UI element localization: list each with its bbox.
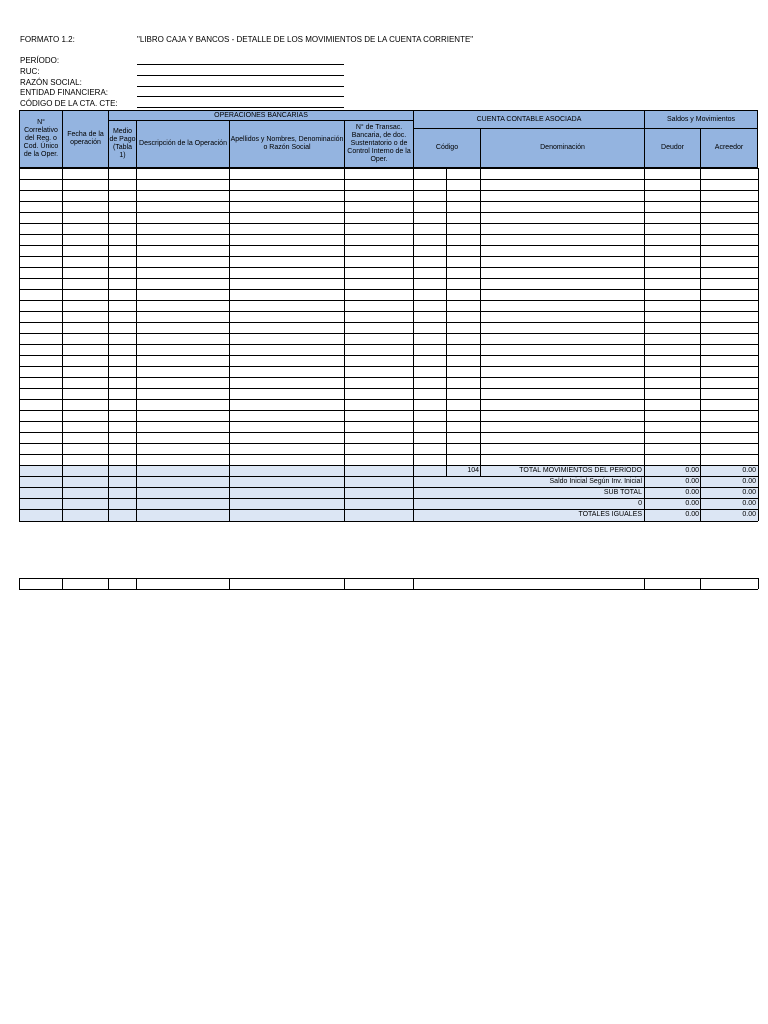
grid-row-line <box>19 223 758 224</box>
total-acreedor: 0.00 <box>742 478 756 485</box>
col-descripcion-header: Descripción de la Operación <box>136 120 230 168</box>
grid-row-line <box>19 344 758 345</box>
grid-row-line <box>19 366 758 367</box>
grid-row-line <box>19 333 758 334</box>
strip-column-line <box>19 578 20 589</box>
total-acreedor: 0.00 <box>742 467 756 474</box>
total-deudor: 0.00 <box>685 478 699 485</box>
grid-row-line <box>19 388 758 389</box>
strip-column-line <box>758 578 759 589</box>
col-deudor-header: Deudor <box>644 128 701 168</box>
col-fecha-header: Fecha de la operación <box>62 110 109 168</box>
format-label: FORMATO 1.2: <box>20 35 75 44</box>
totals-column-line <box>758 465 759 521</box>
totals-column-line <box>136 465 137 521</box>
strip-column-line <box>700 578 701 589</box>
account-code: 104 <box>467 467 479 474</box>
document-title: "LIBRO CAJA Y BANCOS - DETALLE DE LOS MOVIMIENTOS DE LA CUENTA CORRIENTE" <box>137 35 474 44</box>
total-acreedor: 0.00 <box>742 511 756 518</box>
grid-row-line <box>19 212 758 213</box>
totals-column-line <box>108 465 109 521</box>
grid-row-line <box>19 256 758 257</box>
total-deudor: 0.00 <box>685 467 699 474</box>
codigo-cta-field[interactable] <box>137 107 344 108</box>
totals-column-line <box>229 465 230 521</box>
strip-column-line <box>62 578 63 589</box>
grid-row-line <box>19 190 758 191</box>
grid-row-line <box>19 377 758 378</box>
razon-social-field[interactable] <box>137 86 344 87</box>
total-acreedor: 0.00 <box>742 500 756 507</box>
col-medio-header: Medio de Pago (Tabla 1) <box>108 120 137 168</box>
grid-row-line <box>19 289 758 290</box>
grid-row-line <box>19 201 758 202</box>
strip-column-line <box>136 578 137 589</box>
grid-column-line <box>758 168 759 465</box>
periodo-label: PERÍODO: <box>20 56 60 65</box>
grid-row-line <box>19 454 758 455</box>
periodo-field[interactable] <box>137 64 344 65</box>
totals-column-line <box>19 465 20 521</box>
grid-row-line <box>19 245 758 246</box>
col-correlativo-header: N° Correlativo del Reg. o Cod. Único de la Oper. <box>19 110 63 168</box>
grid-row-line <box>19 168 758 169</box>
grid-row-line <box>19 234 758 235</box>
grid-row-line <box>19 421 758 422</box>
grid-row-line <box>19 278 758 279</box>
total-deudor: 0.00 <box>685 489 699 496</box>
razon-social-label: RAZÓN SOCIAL: <box>20 78 82 87</box>
total-deudor: 0.00 <box>685 511 699 518</box>
total-row-label: 0 <box>638 500 642 507</box>
col-denominacion-header: Denominación <box>480 128 645 168</box>
grid-row-line <box>19 443 758 444</box>
grid-row-line <box>19 311 758 312</box>
grid-row-line <box>19 410 758 411</box>
ruc-field[interactable] <box>137 75 344 76</box>
col-apellidos-header: Apellidos y Nombres, Denominación o Razón Social <box>229 120 345 168</box>
entidad-financiera-label: ENTIDAD FINANCIERA: <box>20 88 109 97</box>
strip-line <box>19 589 758 590</box>
total-row-label: SUB TOTAL <box>603 489 642 496</box>
total-row-label: TOTAL MOVIMIENTOS DEL PERIODO <box>519 467 642 474</box>
strip-line <box>19 578 758 579</box>
group-operaciones-header: OPERACIONES BANCARIAS <box>108 110 414 121</box>
strip-column-line <box>413 578 414 589</box>
grid-row-line <box>19 399 758 400</box>
grid-row-line <box>19 300 758 301</box>
group-cuenta-header: CUENTA CONTABLE ASOCIADA <box>413 110 645 129</box>
col-acreedor-header: Acreedor <box>700 128 758 168</box>
grid-row-line <box>19 267 758 268</box>
grid-row-line <box>19 432 758 433</box>
group-saldos-header: Saldos y Movimientos <box>644 110 758 129</box>
strip-column-line <box>108 578 109 589</box>
total-deudor: 0.00 <box>685 500 699 507</box>
codigo-cta-label: CÓDIGO DE LA CTA. CTE: <box>20 99 118 108</box>
totals-column-line <box>344 465 345 521</box>
grid-row-line <box>19 322 758 323</box>
totals-column-line <box>62 465 63 521</box>
grid-row-line <box>19 179 758 180</box>
total-row-label: TOTALES IGUALES <box>578 511 642 518</box>
grid-row-line <box>19 355 758 356</box>
entidad-financiera-field[interactable] <box>137 96 344 97</box>
total-row-label: Saldo Inicial Según Inv. Inicial <box>549 478 642 485</box>
strip-column-line <box>229 578 230 589</box>
col-codigo-header: Código <box>413 128 481 168</box>
strip-column-line <box>344 578 345 589</box>
col-transac-header: N° de Transac. Bancaria, de doc. Sustentatorio o de Control Interno de la Oper. <box>344 120 414 168</box>
total-acreedor: 0.00 <box>742 489 756 496</box>
ruc-label: RUC: <box>20 67 40 76</box>
totals-row-line <box>19 521 758 522</box>
strip-column-line <box>644 578 645 589</box>
